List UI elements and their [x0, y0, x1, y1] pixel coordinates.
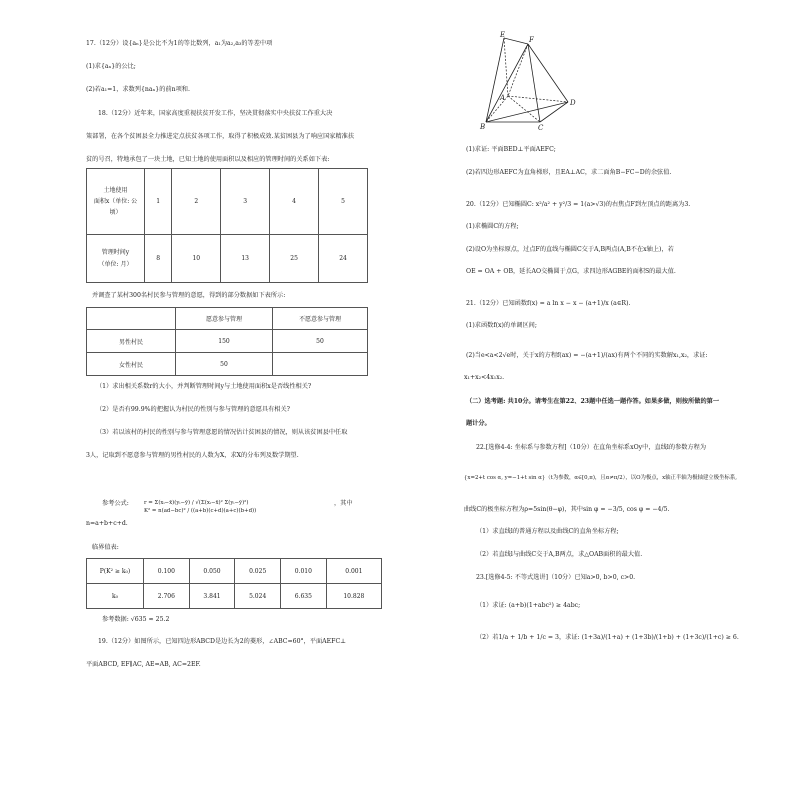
t1-h-b: 面积x（单位: 公 — [93, 198, 138, 205]
q18-line3: 贫的号召，特地承包了一块土地，已知土地的使用面积以及相应的管理时间的关系如下表: — [86, 156, 330, 163]
t2-h2: 不愿意参与管理 — [273, 308, 368, 330]
q17-stem: 17.（12分）设{aₙ}是公比不为1的等比数列，a₁为a₂,a₃的等差中项 — [86, 40, 273, 47]
edge-fd — [528, 44, 568, 102]
table1-cell: 24 — [319, 235, 368, 283]
label-b: B — [480, 123, 486, 130]
section2-line1: （二）选考题: 共10分。请考生在第22、23题中任选一题作答。如果多做，则按所做的第一 — [466, 398, 720, 405]
q23-part2: （2）若1/a + 1/b + 1/c = 3，求证: (1+3a)/(1+a) + (1+3b)/(1+b) + (1+3c)/(1+c) ≥ 6. — [476, 634, 739, 641]
t2-r0c0: 男性村民 — [87, 330, 176, 353]
t2-r1c2 — [273, 353, 368, 376]
q21-part2b: x₁+x₂<4x₁x₂. — [464, 374, 505, 381]
q22-line3: 曲线C的极坐标方程为ρ=5sin(θ−φ)，其中sin φ = −3/5, cos φ = −4/5. — [464, 506, 670, 513]
t3-r0c2: 0.050 — [189, 559, 235, 584]
q22-line1: 22.[选修4-4: 坐标系与参数方程]（10分）在直角坐标系xOy中，直线l的参数方程为 — [476, 444, 707, 451]
survey-intro: 并调查了某村300名村民参与管理的意愿，得到的部分数据如下表所示: — [92, 292, 286, 299]
table1-cell: 2 — [172, 169, 221, 235]
formula-n: n=a+b+c+d. — [86, 520, 128, 527]
t2-h0 — [87, 308, 176, 330]
t3-r0c1: 0.100 — [144, 559, 190, 584]
table1-cell: 13 — [221, 235, 270, 283]
edge-cd — [540, 102, 568, 122]
edge-eb — [486, 38, 504, 122]
t3-r1c3: 5.024 — [235, 584, 281, 609]
table1-cell: 25 — [270, 235, 319, 283]
q22-part2: （2）若直线l与曲线C交于A,B两点，求△OAB面积的最大值. — [476, 551, 643, 558]
table1-cell: 10 — [172, 235, 221, 283]
t2-r1c0: 女性村民 — [87, 353, 176, 376]
t3-r1c4: 6.635 — [281, 584, 327, 609]
formula-k: K² = n(ad−bc)² / ((a+b)(c+d)(a+c)(b+d)) — [144, 508, 257, 514]
edge-fa — [508, 44, 528, 96]
t1-h-a: 土地使用 — [103, 187, 128, 194]
q19-part2: (2)若四边形AEFC为直角梯形，且EA⊥AC，求二面角B−FC−D的余弦值. — [466, 169, 672, 176]
t1-h-c: 顷） — [109, 209, 122, 216]
q18-part2: （2）是否有99.9%的把握认为村民的性别与参与管理的意愿具有相关? — [96, 406, 290, 413]
t3-r1c0: k₀ — [87, 584, 144, 609]
q20-line1: 20.（12分）已知椭圆C: x²/a² + y²/3 = 1(a>√3)的右焦点F到左顶点的距离为3. — [466, 201, 691, 208]
label-f: F — [529, 36, 534, 44]
label-c: C — [538, 124, 544, 130]
pyramid-figure — [474, 30, 584, 130]
land-area-time-table — [86, 168, 368, 283]
q17-part2: (2)若a₁=1，求数列{naₙ}的前n项和. — [86, 86, 190, 93]
t1-h2-a: 管理时间y — [101, 248, 130, 256]
q18-part3b: 3人，记取到不愿意参与管理的男性村民的人数为X，求X的分布列及数学期望. — [86, 452, 299, 459]
t3-r0c0: P(K² ≥ k₀) — [87, 559, 144, 584]
q19-line2: 平面ABCD, EF∥AC, AE=AB, AC=2EF. — [86, 661, 201, 668]
t3-r0c5: 0.001 — [326, 559, 381, 584]
t2-r0c1: 150 — [176, 330, 273, 353]
q20-part1: (1)求椭圆C的方程; — [466, 223, 519, 230]
ref-data: 参考数据: √635 ≈ 25.2 — [102, 616, 170, 623]
q18-line1: 18.（12分）近年来，国家高度重视扶贫开发工作，坚决贯彻落实中央扶贫工作重大决 — [98, 110, 333, 117]
table1-cell: 3 — [221, 169, 270, 235]
table1-cell: 1 — [145, 169, 172, 235]
q18-part1: （1）求出相关系数r的大小，并判断管理时间y与土地使用面积x是否线性相关? — [96, 383, 312, 390]
critical-value-table — [86, 558, 382, 609]
q18-part3a: （3）若以该村的村民的性别与参与管理意愿的情况估计贫困县的情况，则从该贫困县中任取 — [96, 429, 348, 436]
q18-line2: 策部署，在各个贫困县全力推进定点扶贫各项工作，取得了积极成效.某贫困县为了响应国家精准扶 — [86, 133, 355, 140]
q22-part1: （1）求直线l的普通方程以及曲线C的直角坐标方程; — [476, 528, 619, 535]
table1-cell: 4 — [270, 169, 319, 235]
edge-bd — [486, 102, 568, 122]
q22-line2: {x=2+t cos α, y=−1+t sin α}（t为参数，α∈[0,π)，且α≠π/2），以O为极点，x轴正半轴为极轴建立极坐标系, — [464, 475, 737, 481]
t3-r0c3: 0.025 — [235, 559, 281, 584]
table1-cell: 5 — [319, 169, 368, 235]
t2-r0c2: 50 — [273, 330, 368, 353]
q21-part2a: (2)当e<a<2√e时，关于x的方程f(ax) = −(a+1)/(ax)有两个不同的实数解x₁,x₂，求证: — [466, 352, 708, 359]
label-a: A — [500, 94, 506, 102]
q20-part2a: (2)设O为坐标原点，过点F的直线与椭圆C交于A,B两点(A,B不在x轴上)，若 — [466, 246, 674, 253]
ref-formula-label: 参考公式: — [102, 500, 129, 507]
q23-part1: （1）求证: (a+b)(1+abc²) ≥ 4abc; — [476, 602, 581, 609]
q19-part1: (1)求证: 平面BED⊥平面AEFC; — [466, 146, 556, 153]
q21-line1: 21.（12分）已知函数f(x) = a ln x − x − (a+1)/x (a∈R). — [466, 300, 631, 307]
formula-where: ，其中 — [334, 500, 353, 507]
t1-h2-b: （单位: 月） — [98, 260, 133, 268]
table1-row1-header — [87, 169, 145, 235]
table1-cell: 8 — [145, 235, 172, 283]
survey-table — [86, 307, 368, 376]
t3-r0c4: 0.010 — [281, 559, 327, 584]
edge-ef — [504, 38, 528, 44]
label-e: E — [500, 31, 506, 39]
t3-r1c5: 10.828 — [326, 584, 381, 609]
formula-r: r = Σ(xᵢ−x̄)(yᵢ−ȳ) / √(Σ(xᵢ−x̄)² Σ(yᵢ−ȳ)²) — [144, 500, 249, 506]
edge-fb — [486, 44, 528, 122]
critical-label: 临界值表: — [92, 544, 119, 551]
table1-row2-header — [87, 235, 145, 283]
t2-r1c1: 50 — [176, 353, 273, 376]
edge-ac — [508, 96, 540, 122]
section2-line2: 题计分。 — [466, 420, 491, 427]
t3-r1c2: 3.841 — [189, 584, 235, 609]
t3-r1c1: 2.706 — [144, 584, 190, 609]
q21-part1: (1)求函数f(x)的单调区间; — [466, 322, 537, 329]
q20-part2b: OE = OA + OB，延长AO交椭圆于点G，求四边形AGBE的面积S的最大值. — [466, 268, 676, 275]
t2-h1: 愿意参与管理 — [176, 308, 273, 330]
q19-line1: 19.（12分）如图所示，已知四边形ABCD是边长为2的菱形，∠ABC=60°，平面AEFC⊥ — [98, 638, 347, 645]
edge-ad — [508, 96, 568, 102]
q23-line1: 23.[选修4-5: 不等式选讲]（10分）已知a>0, b>0, c>0. — [476, 574, 636, 581]
label-d: D — [570, 99, 576, 107]
q17-part1: (1)求{aₙ}的公比; — [86, 63, 136, 70]
